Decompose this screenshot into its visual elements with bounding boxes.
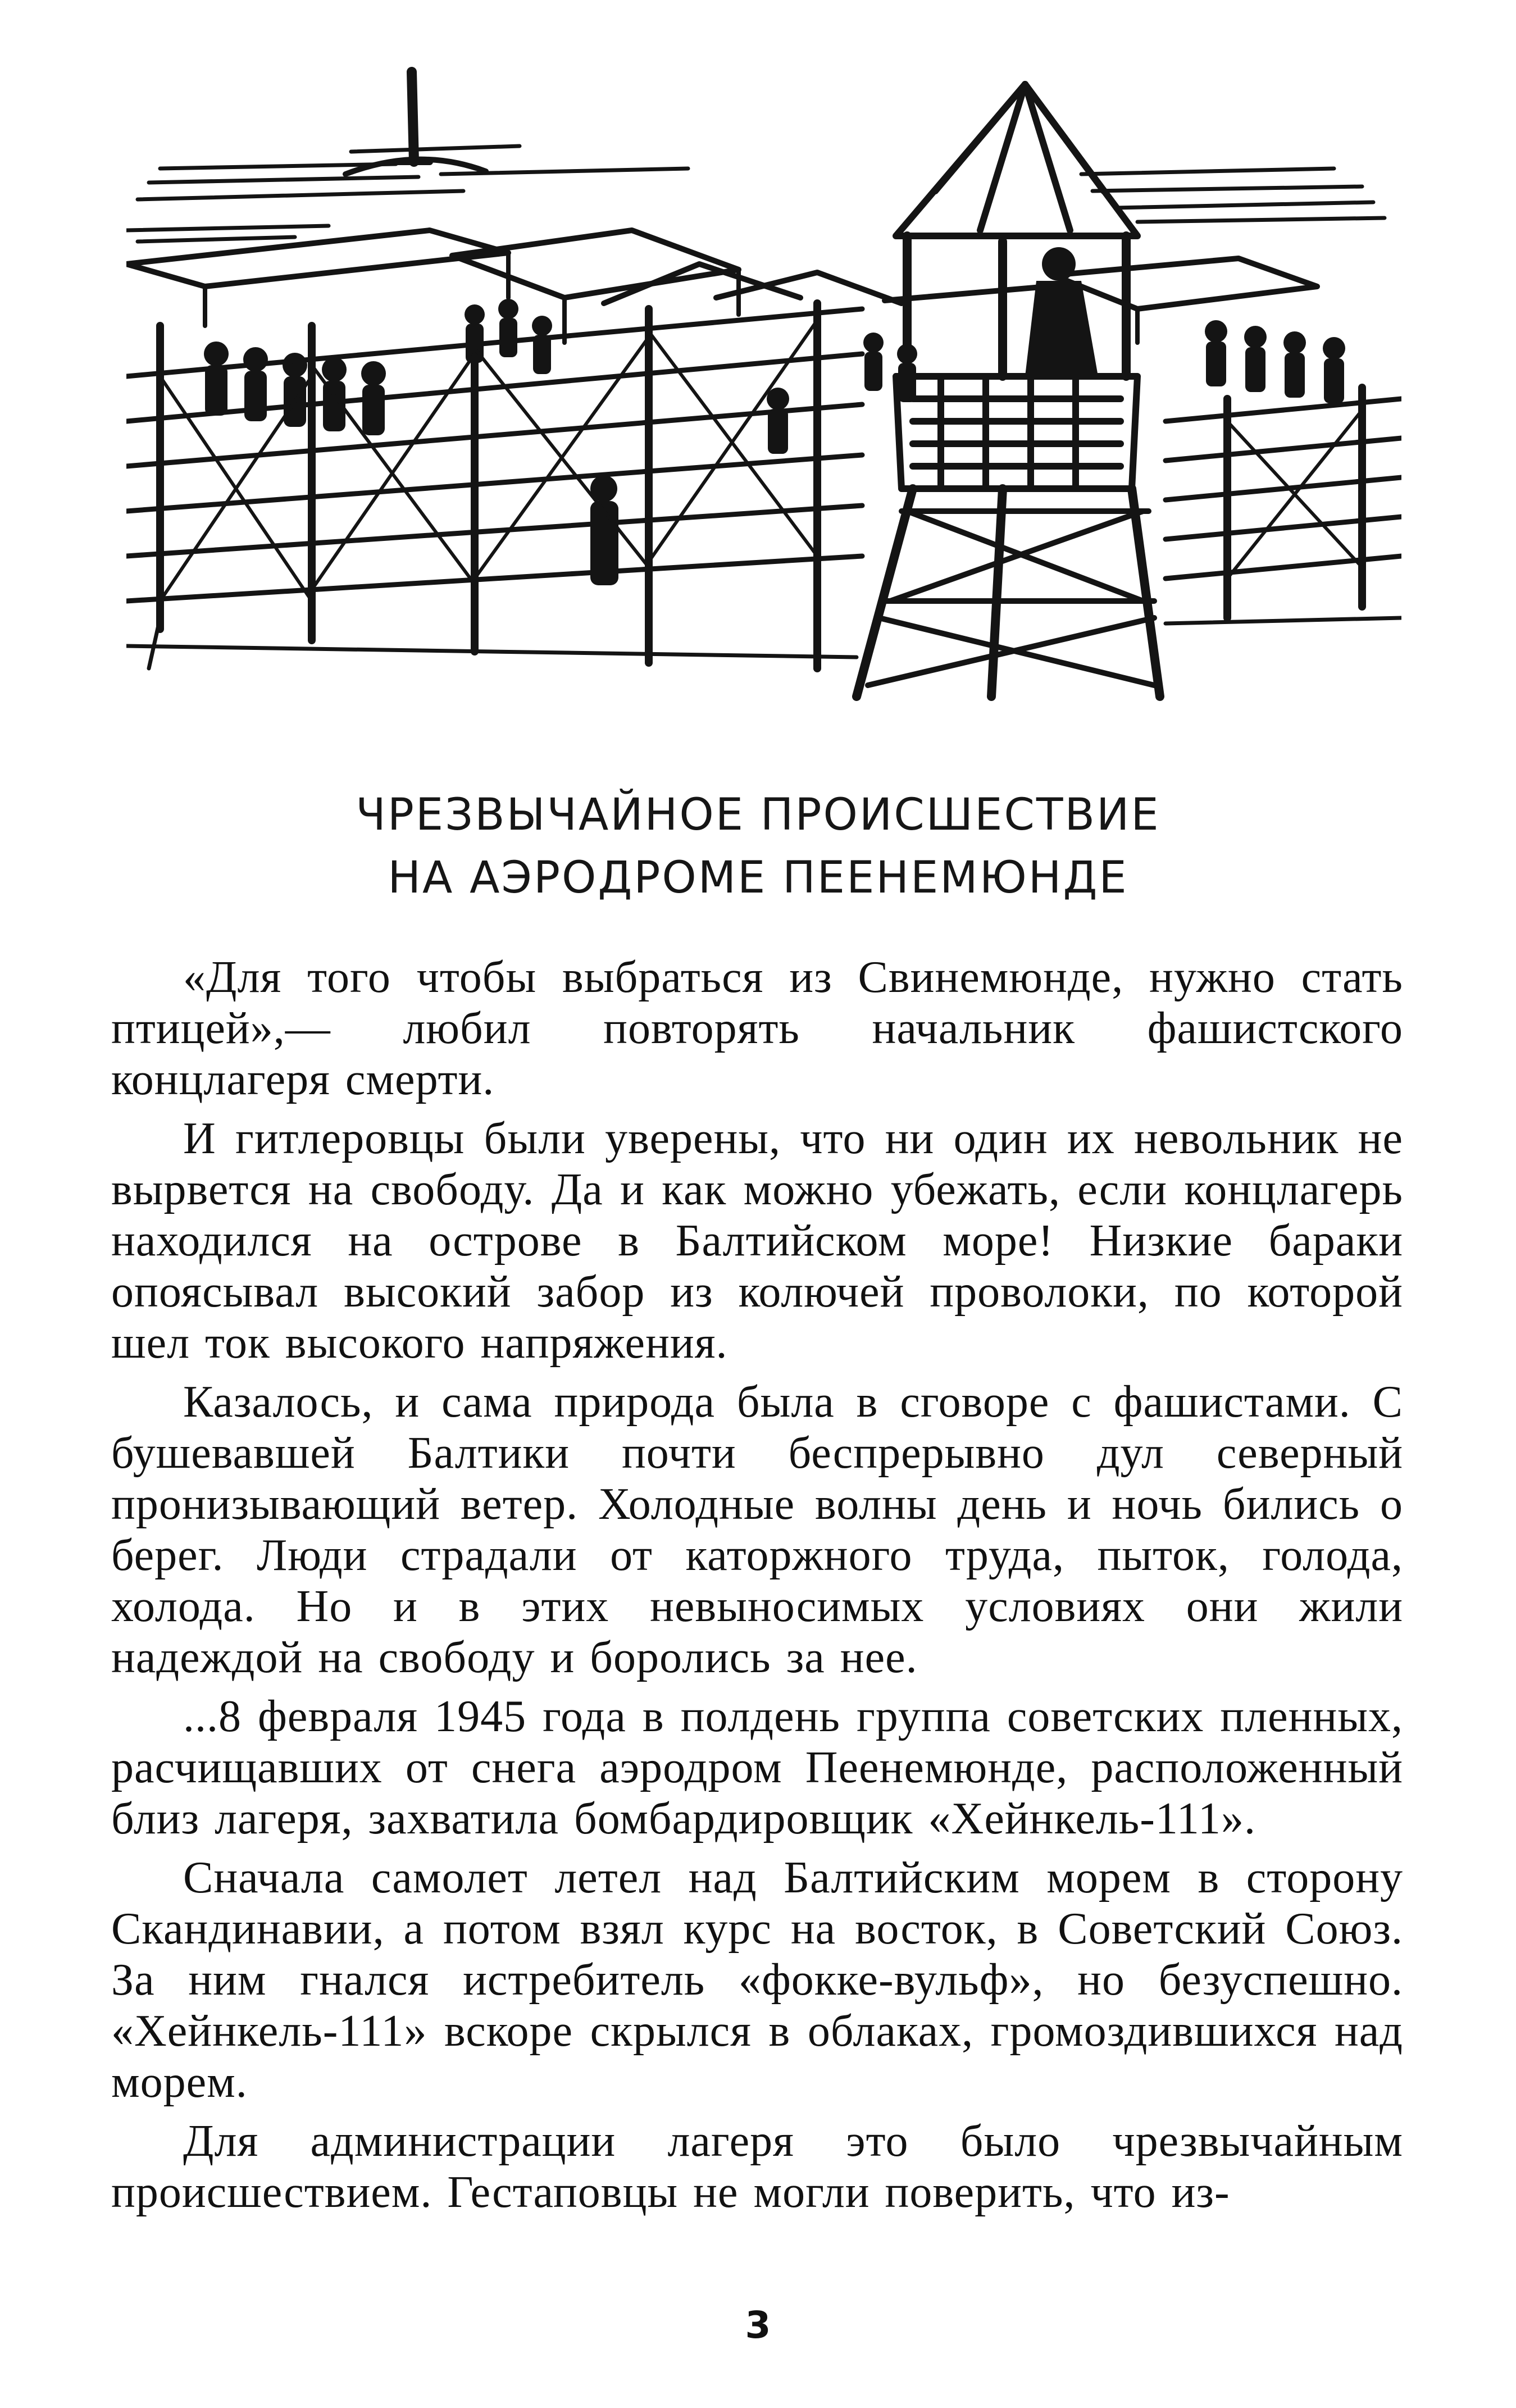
paragraph-1: «Для того чтобы выбраться из Свинемюнде, нужно стать птицей»,— любил повторять начальник фашистского концлагеря смерти. <box>111 953 1403 1104</box>
camp-watchtower-illustration <box>126 62 1401 702</box>
chapter-title-line-2: НА АЭРОДРОМЕ ПЕЕНЕМЮНДЕ <box>388 853 1128 903</box>
paragraph-4: ...8 февраля 1945 года в полдень группа советских пленных, расчищавших от снега аэродром Пеенемюнде, расположенный близ лагеря, захватила бомбардировщик «Хейнкель-111». <box>111 1692 1403 1843</box>
paragraph-6: Для администрации лагеря это было чрезвычайным происшествием. Гестаповцы не могли поверить, что из- <box>111 2116 1403 2217</box>
paragraph-5: Сначала самолет летел над Балтийским морем в сторону Скандинавии, а потом взял курс на восток, в Советский Союз. За ним гнался истребитель «фокке-вульф», но безуспешно. «Хейнкель-111» вскоре скрылся в облаках, громоздившихся над морем. <box>111 1853 1403 2107</box>
paragraph-2: И гитлеровцы были уверены, что ни один их невольник не вырвется на свободу. Да и как можно убежать, если концлагерь находился на острове в Балтийском море! Низкие бараки опоясывал высокий забор из колючей проволоки, по которой шел ток высокого напряжения. <box>111 1114 1403 1368</box>
page-number: 3 <box>745 2304 771 2347</box>
chapter-title <box>0 784 1516 909</box>
paragraph-3: Казалось, и сама природа была в сговоре с фашистами. С бушевавшей Балтики почти беспрерывно дул северный пронизывающий ветер. Холодные волны день и ночь бились о берег. Люди страдали от каторжного труда, пыток, голода, холода. Но и в этих невыносимых условиях они жили надеждой на свободу и боролись за нее. <box>111 1377 1403 1682</box>
body-text <box>111 952 1403 2226</box>
chapter-title-line-1: ЧРЕЗВЫЧАЙНОЕ ПРОИСШЕСТВИЕ <box>356 790 1160 840</box>
